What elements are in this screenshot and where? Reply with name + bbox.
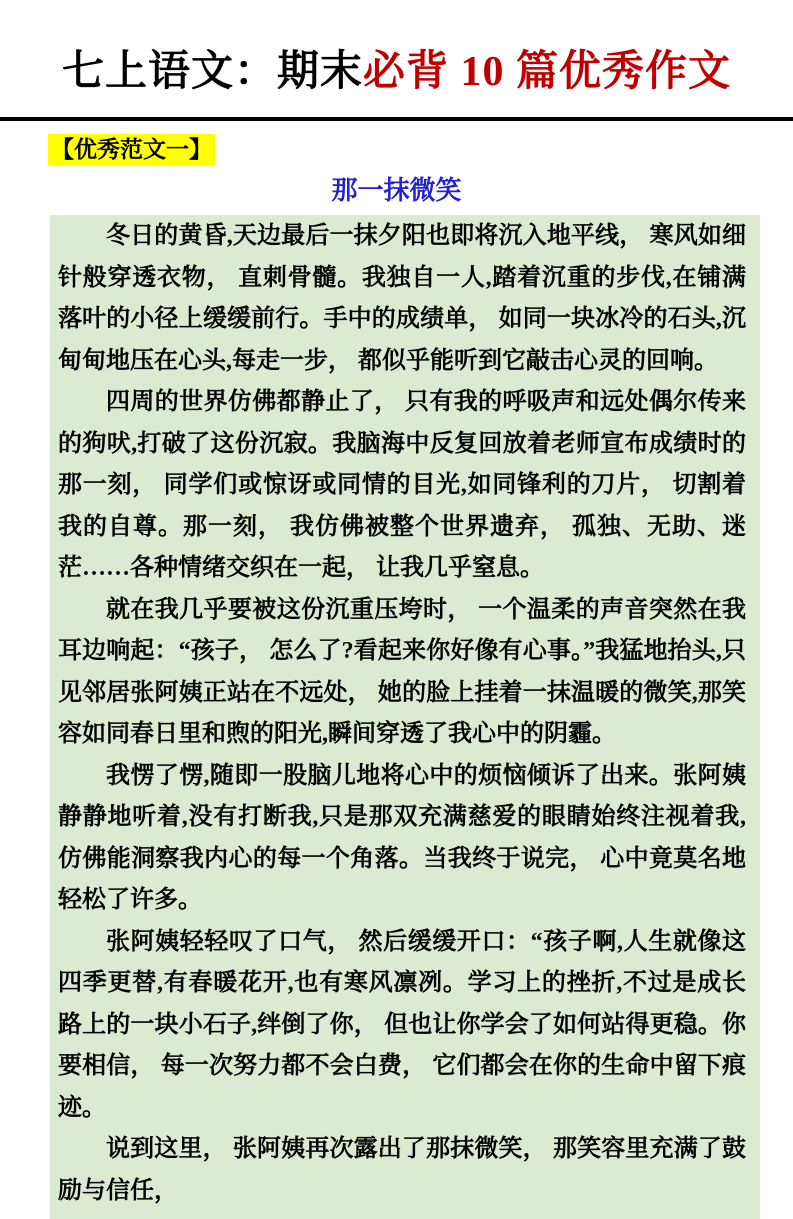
essay-body (50, 215, 760, 1219)
essay-title: 那一抹微笑 (331, 176, 462, 205)
essay-paragraph: 冬日的黄昏,天边最后一抹夕阳也即将沉入地平线， 寒风如细针般穿透衣物， 直刺骨髓。我独自一人,踏着沉重的步伐,在铺满落叶的小径上缓缓前行。手中的成绩单， 如同一块冰冷的石头,沉甸甸地压在心头,每走一步， 都似乎能听到它敲击心灵的回响。 (58, 223, 746, 374)
section-label-row (48, 134, 793, 165)
page-title (0, 46, 793, 98)
essay-paragraph: 就在我几乎要被这份沉重压垮时， 一个温柔的声音突然在我耳边响起：“孩子， 怎么了?看起来你好像有心事。”我猛地抬头,只见邻居张阿姨正站在不远处， 她的脸上挂着一抹温暖的微笑,那笑容如同春日里和煦的阳光,瞬间穿透了我心中的阴霾。 (58, 596, 746, 747)
essay-paragraph: 我愣了愣,随即一股脑儿地将心中的烦恼倾诉了出来。张阿姨静静地听着,没有打断我,只是那双充满慈爱的眼睛始终注视着我,仿佛能洞察我内心的每一个角落。当我终于说完， 心中竟莫名地轻松了许多。 (58, 762, 746, 913)
page-title-black-part: 七上语文：期末 (61, 49, 363, 95)
essay-paragraph: 张阿姨轻轻叹了口气， 然后缓缓开口：“孩子啊,人生就像这四季更替,有春暖花开,也有寒风凛冽。学习上的挫折,不过是成长路上的一块小石子,绊倒了你， 但也让你学会了如何站得更稳。你要相信， 每一次努力都不会白费， 它们都会在你的生命中留下痕迹。 (58, 928, 746, 1121)
document-page (0, 46, 793, 1204)
header-divider (0, 117, 793, 121)
section-label-highlight: 【优秀范文一】 (48, 134, 215, 165)
essay-paragraph: 说到这里， 张阿姨再次露出了那抹微笑， 那笑容里充满了鼓励与信任， (58, 1136, 746, 1204)
essay-paragraph: 四周的世界仿佛都静止了， 只有我的呼吸声和远处偶尔传来的狗吠,打破了这份沉寂。我脑海中反复回放着老师宣布成绩时的那一刻， 同学们或惊讶或同情的目光,如同锋利的刀片， 切割着我的自尊。那一刻， 我仿佛被整个世界遗弃， 孤独、无助、迷茫……各种情绪交织在一起， 让我几乎窒息。 (58, 389, 746, 581)
page-title-red-part: 必背 10 篇优秀作文 (363, 49, 732, 95)
